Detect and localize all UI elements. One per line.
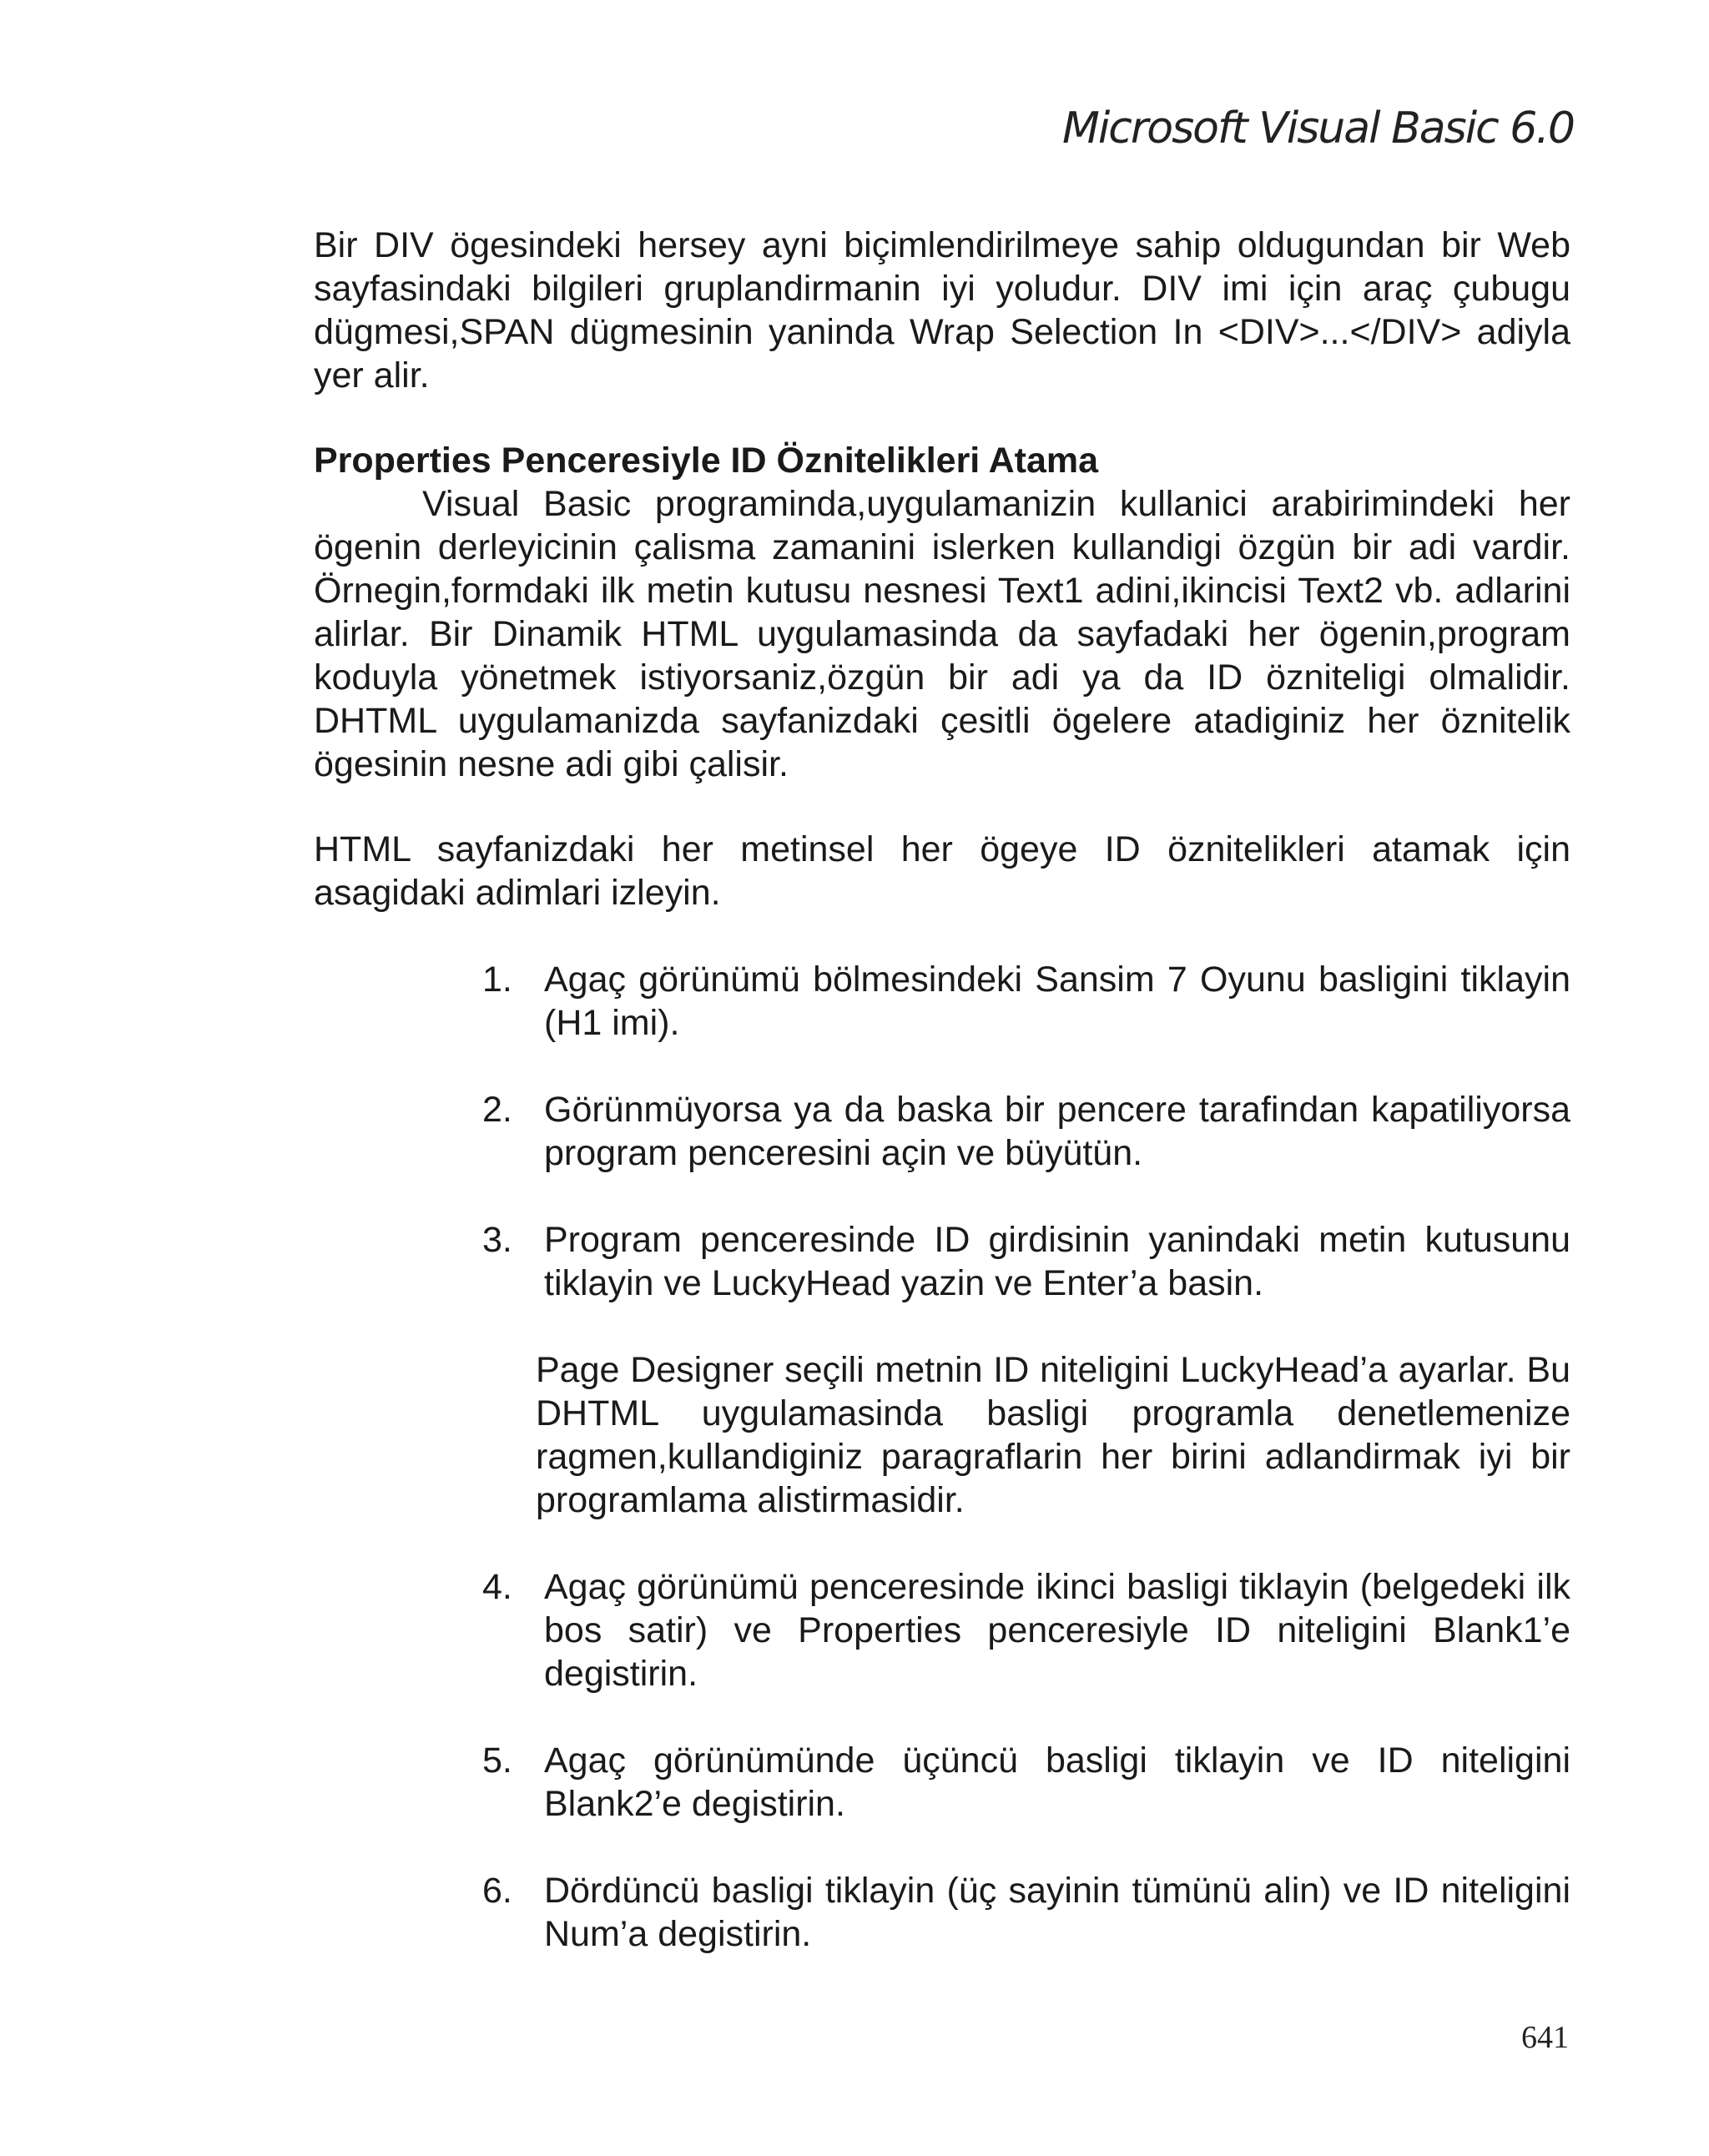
section-body-paragraph: Visual Basic programinda,uygulamanizin kullanici arabirimindeki her ögenin derleyicinin çalisma zamanini islerken kullandigi özgün bir adi vardir. Örnegin,formdaki ilk metin kutusu nesnesi Text1 adini,ikincisi Text2 vb. adlarini alirlar. Bir Dinamik HTML uygulamasinda da sayfadaki her ögenin,program koduyla yönetmek istiyorsaniz,özgün bir adi ya da ID özniteligi olmalidir. DHTML uygulamanizda sayfanizdaki çesitli ögelere atadiginiz her öznitelik ögesinin nesne adi gibi çalisir. — [314, 484, 1570, 784]
step-number: 4. — [482, 1567, 512, 1607]
list-item — [314, 1869, 1570, 1956]
step-number: 2. — [482, 1090, 512, 1130]
step-text: Dördüncü basligi tiklayin (üç sayinin tümünü alin) ve ID niteligini Num’a degistirin. — [544, 1871, 1570, 1954]
step-number: 1. — [482, 960, 512, 1000]
list-item — [314, 1739, 1570, 1826]
step-text: Program penceresinde ID girdisinin yanindaki metin kutusunu tiklayin ve LuckyHead yazin ve Enter’a basin. — [544, 1220, 1570, 1303]
steps-list — [314, 958, 1570, 1956]
section-heading: Properties Penceresiyle ID Öznitelikleri Atama — [314, 441, 1099, 481]
step-text: Görünmüyorsa ya da baska bir pencere tarafindan kapatiliyorsa program penceresini açin ve büyütün. — [544, 1090, 1570, 1173]
step-number: 6. — [482, 1871, 512, 1911]
intro-paragraph: Bir DIV ögesindeki hersey ayni biçimlendirilmeye sahip oldugundan bir Web sayfasindaki bilgileri gruplandirmanin iyi yoludur. DIV imi için araç çubugu dügmesi,SPAN dügmesinin yaninda Wrap Selection In <DIV>...</DIV> adiyla yer alir. — [314, 225, 1570, 395]
step-note — [314, 1348, 1570, 1522]
running-header: Microsoft Visual Basic 6.0 — [1061, 103, 1574, 154]
step-text: Agaç görünümü bölmesindeki Sansim 7 Oyunu basligini tiklayin (H1 imi). — [544, 960, 1570, 1043]
list-item — [314, 958, 1570, 1045]
list-item — [314, 1088, 1570, 1175]
step-text: Agaç görünümünde üçüncü basligi tiklayin ve ID niteligini Blank2’e degistirin. — [544, 1740, 1570, 1824]
page-content — [314, 224, 1570, 1999]
step-number: 5. — [482, 1740, 512, 1781]
list-item — [314, 1218, 1570, 1305]
step-text: Agaç görünümü penceresinde ikinci basligi tiklayin (belgedeki ilk bos satir) ve Properties penceresiyle ID niteligini Blank1’e degistirin. — [544, 1567, 1570, 1694]
steps-lead-paragraph: HTML sayfanizdaki her metinsel her ögeye ID öznitelikleri atamak için asagidaki adimlari izleyin. — [314, 829, 1570, 913]
step-note-text: Page Designer seçili metnin ID niteligini LuckyHead’a ayarlar. Bu DHTML uygulamasinda basligi programla denetlemenize ragmen,kullandiginiz paragraflarin her birini adlandirmak iyi bir programlama alistirmasidir. — [536, 1350, 1570, 1520]
step-number: 3. — [482, 1220, 512, 1260]
list-item — [314, 1565, 1570, 1695]
page-number: 641 — [1521, 2020, 1569, 2055]
